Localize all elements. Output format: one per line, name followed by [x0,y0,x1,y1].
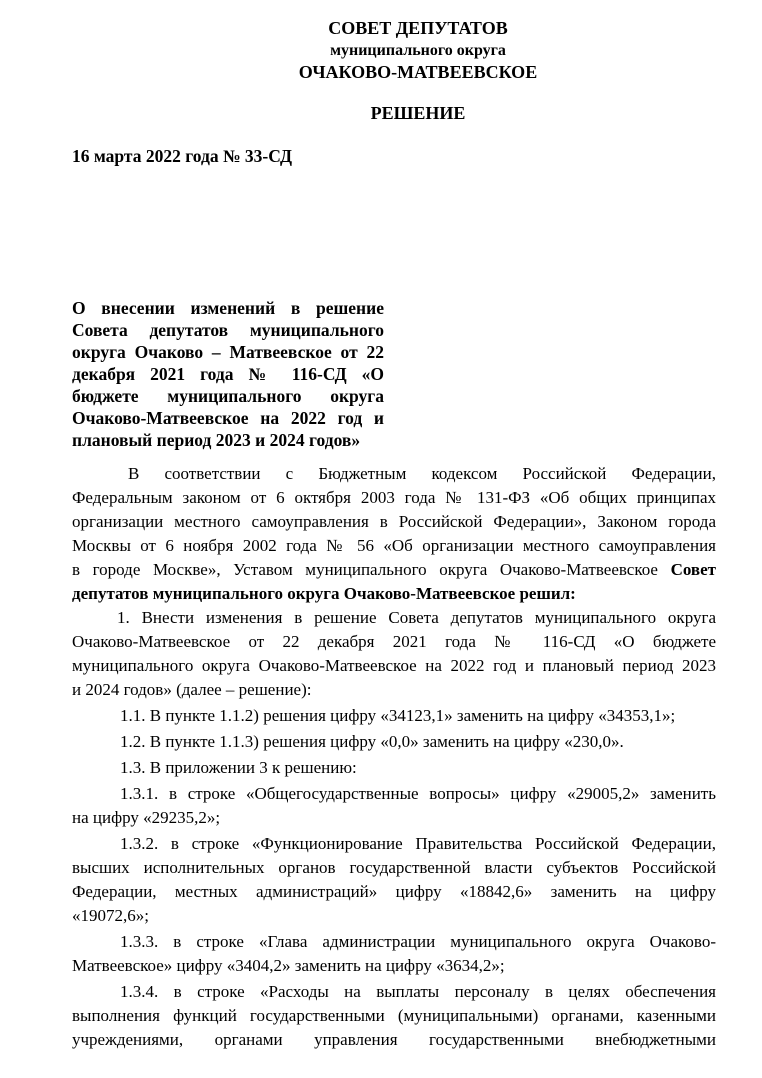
item-1-1: 1.1. В пункте 1.1.2) решения цифру «34123,1» заменить на цифру «34353,1»; [120,706,676,725]
council-title: СОВЕТ ДЕПУТАТОВ [328,18,508,38]
preamble-line-mixed [72,558,716,582]
item-1-line: Очаково-Матвеевское от 22 декабря 2021 года № 116-СД «О бюджете [72,632,716,651]
preamble-bold-tail: Совет [670,560,716,579]
subject-line: О внесении изменений в решение [72,298,384,318]
preamble-line: В соответствии с Бюджетным кодексом Российской Федерации, [128,464,716,483]
subject-line: декабря 2021 года № 116-СД «О [72,364,384,384]
item-1-3-2-line: «19072,6»; [72,906,149,925]
item-1-3-3-line: Матвеевское» цифру «3404,2» заменить на цифру «3634,2»; [72,956,505,975]
district-type: муниципального округа [330,42,506,59]
item-1-3-2-line: 1.3.2. в строке «Функционирование Правительства Российской Федерации, [120,834,716,853]
item-1-3-1-line: на цифру «29235,2»; [72,808,221,827]
preamble-line: организации местного самоуправления в Российской Федерации», Законом города [72,512,716,531]
preamble-resolution: депутатов муниципального округа Очаково-Матвеевское решил: [72,584,576,603]
item-1-3: 1.3. В приложении 3 к решению: [120,758,357,777]
item-1-line: муниципального округа Очаково-Матвеевское на 2022 год и плановый период 2023 [72,656,716,675]
item-1-line: и 2024 годов» (далее – решение): [72,680,312,699]
item-1-3-4-line: учреждениями, органами управления государственными внебюджетными [72,1030,716,1049]
subject-line: бюджете муниципального округа [72,386,384,406]
subject-line: округа Очаково – Матвеевское от 22 [72,342,384,362]
preamble-line: Федеральным законом от 6 октября 2003 года № 131-ФЗ «Об общих принципах [72,488,716,507]
decision-body [72,462,716,1052]
item-1-3-3-line: 1.3.3. в строке «Глава администрации муниципального округа Очаково- [120,932,716,951]
decision-date-number: 16 марта 2022 года № 33-СД [72,146,293,166]
preamble-line: Москвы от 6 ноября 2002 года № 56 «Об организации местного самоуправления [72,536,716,555]
preamble-text: в городе Москве», Уставом муниципального округа Очаково-Матвеевское [72,560,658,579]
subject-line: Совета депутатов муниципального [72,320,384,340]
subject-line: Очаково-Матвеевское на 2022 год и [72,408,384,428]
item-1-3-4-line: выполнения функций государственными (муниципальными) органами, казенными [72,1006,716,1025]
item-1-3-1-line: 1.3.1. в строке «Общегосударственные вопросы» цифру «29005,2» заменить [120,784,716,803]
item-1-3-2-line: высших исполнительных органов государственной власти субъектов Российской [72,858,716,877]
decision-subject [72,297,384,451]
item-1-3-2-line: Федерации, местных администраций» цифру «18842,6» заменить на цифру [72,882,716,901]
item-1-2: 1.2. В пункте 1.1.3) решения цифру «0,0» заменить на цифру «230,0». [120,732,624,751]
subject-line: плановый период 2023 и 2024 годов» [72,430,361,450]
district-name: ОЧАКОВО-МАТВЕЕВСКОЕ [298,62,538,82]
document-type: РЕШЕНИЕ [370,103,466,123]
item-1-3-4-line: 1.3.4. в строке «Расходы на выплаты персоналу в целях обеспечения [120,982,716,1001]
item-1-line: 1. Внести изменения в решение Совета депутатов муниципального округа [117,608,716,627]
